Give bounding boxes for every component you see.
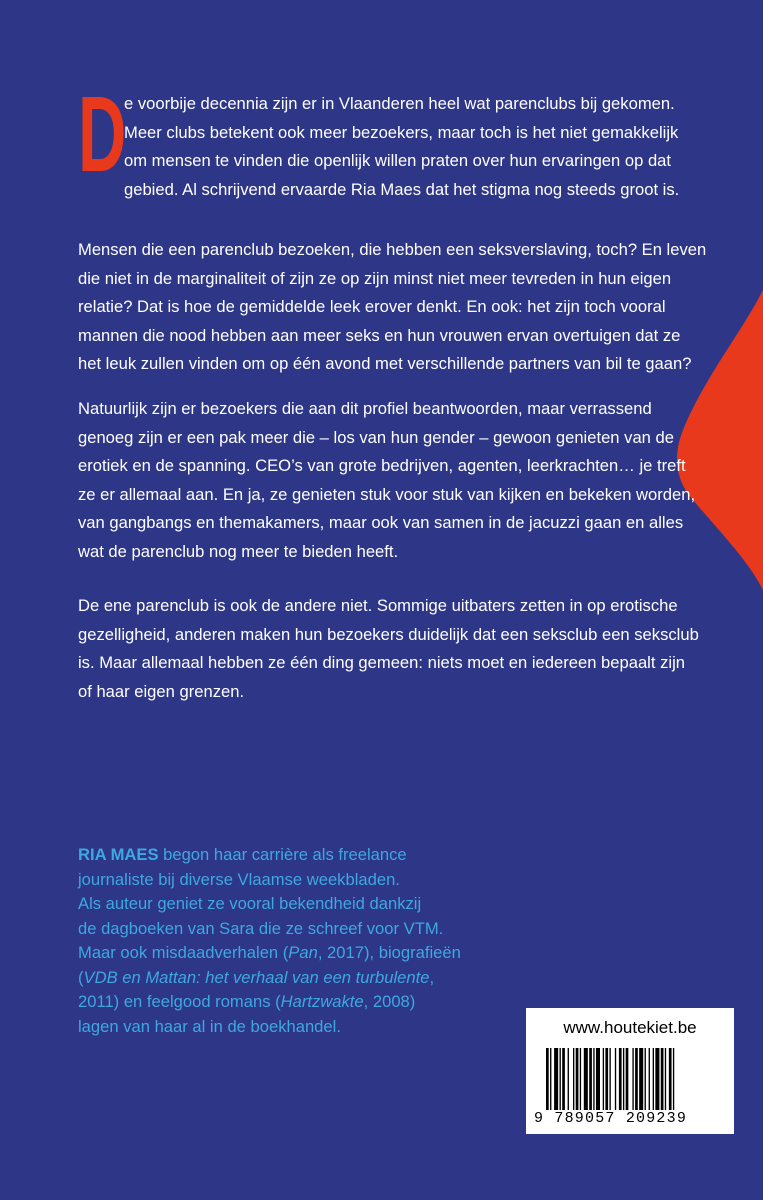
paragraph-line: die niet in de marginaliteit of zijn ze op zijn minst niet meer tevreden in hun eigen — [78, 268, 672, 288]
bio-line — [78, 990, 538, 1015]
intro-paragraph — [78, 73, 700, 204]
intro-line: gebied. Al schrijvend ervaarde Ria Maes dat het stigma nog steeds groot is. — [124, 179, 680, 199]
paragraph-4 — [78, 592, 700, 706]
bio-text: ( — [78, 967, 84, 987]
bio-text: 2011) en feelgood romans ( — [78, 992, 281, 1011]
bio-line: journaliste bij diverse Vlaamse weekbladen. — [78, 869, 400, 889]
paragraph-2 — [78, 236, 707, 379]
bio-text: , — [429, 967, 435, 987]
publisher-url: www.houtekiet.be — [563, 1018, 697, 1037]
barcode-box — [526, 1008, 734, 1134]
intro-line: om mensen te vinden die openlijk willen praten over hun ervaringen op dat — [124, 151, 672, 170]
paragraph-line: ze er allemaal aan. En ja, ze genieten stuk voor stuk van kijken en bekeken worden, — [78, 484, 696, 504]
paragraph-line: wat de parenclub nog meer te bieden heeft. — [78, 541, 399, 561]
intro-line: Meer clubs betekent ook meer bezoekers, maar toch is het niet gemakkelijk — [124, 122, 679, 142]
bio-text: , 2008) — [363, 992, 416, 1011]
bio-line: Als auteur geniet ze vooral bekendheid dankzij — [78, 894, 422, 913]
paragraph-line: genoeg zijn er een pak meer die – los van hun gender – gewoon genieten van de — [78, 427, 674, 447]
bio-line — [78, 843, 538, 868]
book-title: VDB en Mattan: het verhaal van een turbulente — [83, 967, 430, 987]
paragraph-line: of haar eigen grenzen. — [78, 681, 245, 701]
paragraph-line: Natuurlijk zijn er bezoekers die aan dit profiel beantwoorden, maar verrassend — [78, 399, 652, 418]
isbn-number: 9 789057 209239 — [534, 1110, 688, 1127]
paragraph-line: het leuk zullen vinden om op één avond met verschillende partners van bil te gaan? — [78, 354, 692, 373]
paragraph-line: is. Maar allemaal hebben ze één ding gemeen: niets moet en iedereen bepaalt zijn — [78, 653, 685, 672]
paragraph-line: relatie? Dat is hoe de gemiddelde leek erover denkt. En ook: het zijn toch vooral — [78, 297, 666, 316]
bio-line: de dagboeken van Sara die ze schreef voor VTM. — [78, 918, 444, 938]
bio-line: lagen van haar al in de boekhandel. — [78, 1016, 341, 1036]
bio-text: , 2017), biografieën — [317, 943, 461, 962]
intro-line: e voorbije decennia zijn er in Vlaanderen heel wat parenclubs bij gekomen. — [124, 94, 675, 113]
paragraph-line: erotiek en de spanning. CEO’s van grote bedrijven, agenten, leerkrachten… je treft — [78, 456, 686, 475]
paragraph-3 — [78, 395, 700, 566]
book-title: Pan — [288, 943, 318, 962]
paragraph-line: mannen die nood hebben aan meer seks en hun vrouwen ervan overtuigen dat ze — [78, 325, 681, 345]
bio-line — [78, 941, 538, 966]
bio-text: begon haar carrière als freelance — [158, 845, 407, 864]
book-title: Hartzwakte — [280, 992, 364, 1011]
paragraph-line: Mensen die een parenclub bezoeken, die hebben een seksverslaving, toch? En leven — [78, 240, 707, 259]
paragraph-line: van gangbangs en themakamers, maar ook van samen in de jacuzzi gaan en alles — [78, 513, 684, 532]
paragraph-line: De ene parenclub is ook de andere niet. Sommige uitbaters zetten in op erotische — [78, 596, 678, 615]
drop-cap: D — [78, 73, 127, 194]
author-bio — [78, 843, 538, 1039]
paragraph-line: gezelligheid, anderen maken hun bezoekers duidelijk dat een seksclub een seksclub — [78, 624, 699, 644]
barcode-icon — [546, 1048, 724, 1110]
bio-line — [78, 966, 538, 991]
bio-text: Maar ook misdaadverhalen ( — [78, 943, 289, 962]
author-name: RIA MAES — [78, 845, 159, 864]
